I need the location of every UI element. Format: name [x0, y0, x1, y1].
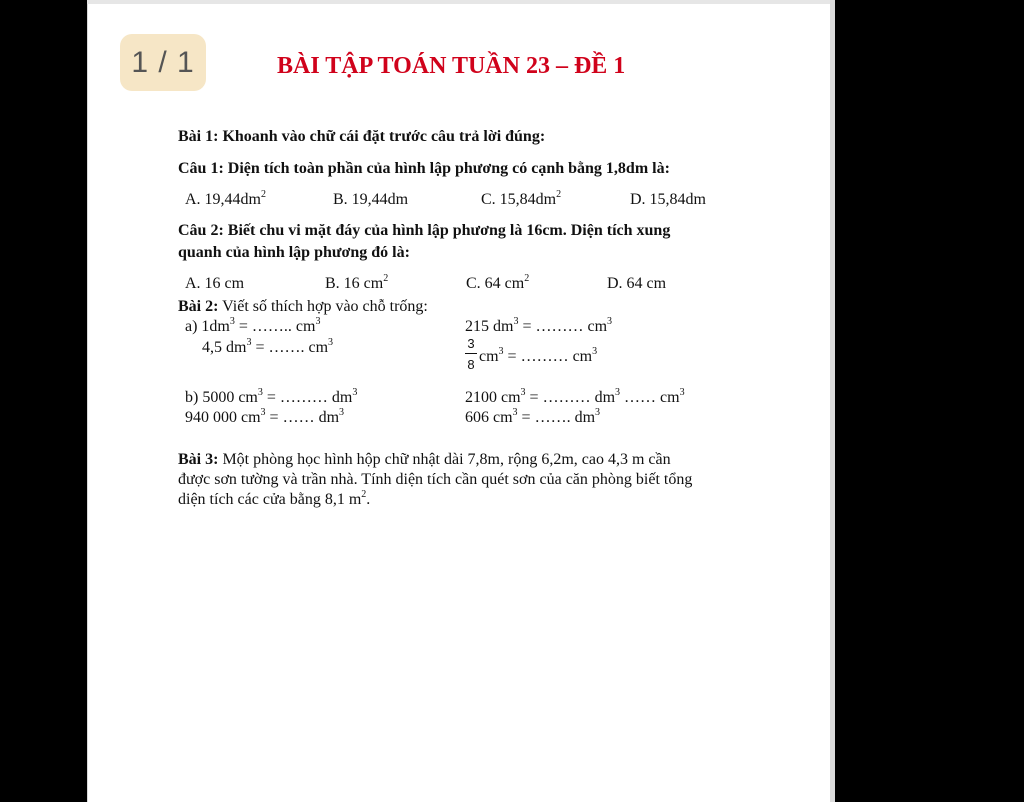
cau2-question-line2: quanh của hình lập phương đó là: — [178, 244, 410, 261]
cau1-option-b: B. 19,44dm — [333, 191, 409, 208]
bai2-b1-left: b) 5000 $cm^3$ = ……… $dm^3$ — [185, 387, 358, 406]
cau1-option-c: C. $15,84dm^2$ — [481, 189, 562, 208]
bai2-a1-left: a) $1dm^3$ = …….. $cm^3$ — [185, 316, 321, 335]
page-right-edge — [830, 0, 835, 802]
bai2-b2-right: 606 $cm^3$ = ……. $dm^3$ — [465, 407, 601, 426]
bai3-line1: Bài 3: Một phòng học hình hộp chữ nhật dài 7,8m, rộng 6,2m, cao 4,3 m cần — [178, 451, 671, 468]
bai2-a1-right: 215 $dm^3$ = ……… $cm^3$ — [465, 316, 613, 335]
cau1-option-d: D. 15,84dm — [630, 191, 706, 208]
cau2-option-b: B. 16 $cm^2$ — [325, 273, 389, 292]
page-indicator: 1 / 1 — [120, 34, 206, 91]
bai2-heading: Bài 2: Viết số thích hợp vào chỗ trống: — [178, 298, 428, 315]
bai2-b2-left: 940 000 $cm^3$ = …… $dm^3$ — [185, 407, 345, 426]
bai2-a2-left: 4,5 $dm^3$ = ……. $cm^3$ — [202, 337, 334, 356]
bai3-line3: diện tích các cửa bằng 8,1 $m^2$. — [178, 489, 371, 508]
document-title: BÀI TẬP TOÁN TUẦN 23 – ĐỀ 1 — [277, 53, 626, 79]
fraction-three-eighths: $\frac{3}{8}$ — [465, 337, 477, 371]
cau2-question-line1: Câu 2: Biết chu vi mặt đáy của hình lập phương là 16cm. Diện tích xung — [178, 222, 671, 239]
cau2-option-c: C. 64 $cm^2$ — [466, 273, 530, 292]
cau1-question: Câu 1: Diện tích toàn phần của hình lập phương có cạnh bằng 1,8dm là: — [178, 160, 670, 177]
cau2-option-a: A. 16 cm — [185, 275, 245, 292]
bai3-paragraph — [178, 450, 740, 510]
cau1-option-a: A. $19,44dm^2$ — [185, 189, 266, 208]
bai2-a2-right: $cm^3$ = ……… $cm^3$ — [479, 346, 598, 365]
bai2-b1-right: 2100 $cm^3$ = ……… $dm^3$ …… $cm^3$ — [465, 387, 685, 406]
cau2-option-d: D. 64 cm — [607, 275, 667, 292]
bai1-heading: Bài 1: Khoanh vào chữ cái đặt trước câu trả lời đúng: — [178, 128, 546, 145]
bai3-line2: được sơn tường và trần nhà. Tính diện tích cần quét sơn của căn phòng biết tổng — [178, 471, 693, 488]
